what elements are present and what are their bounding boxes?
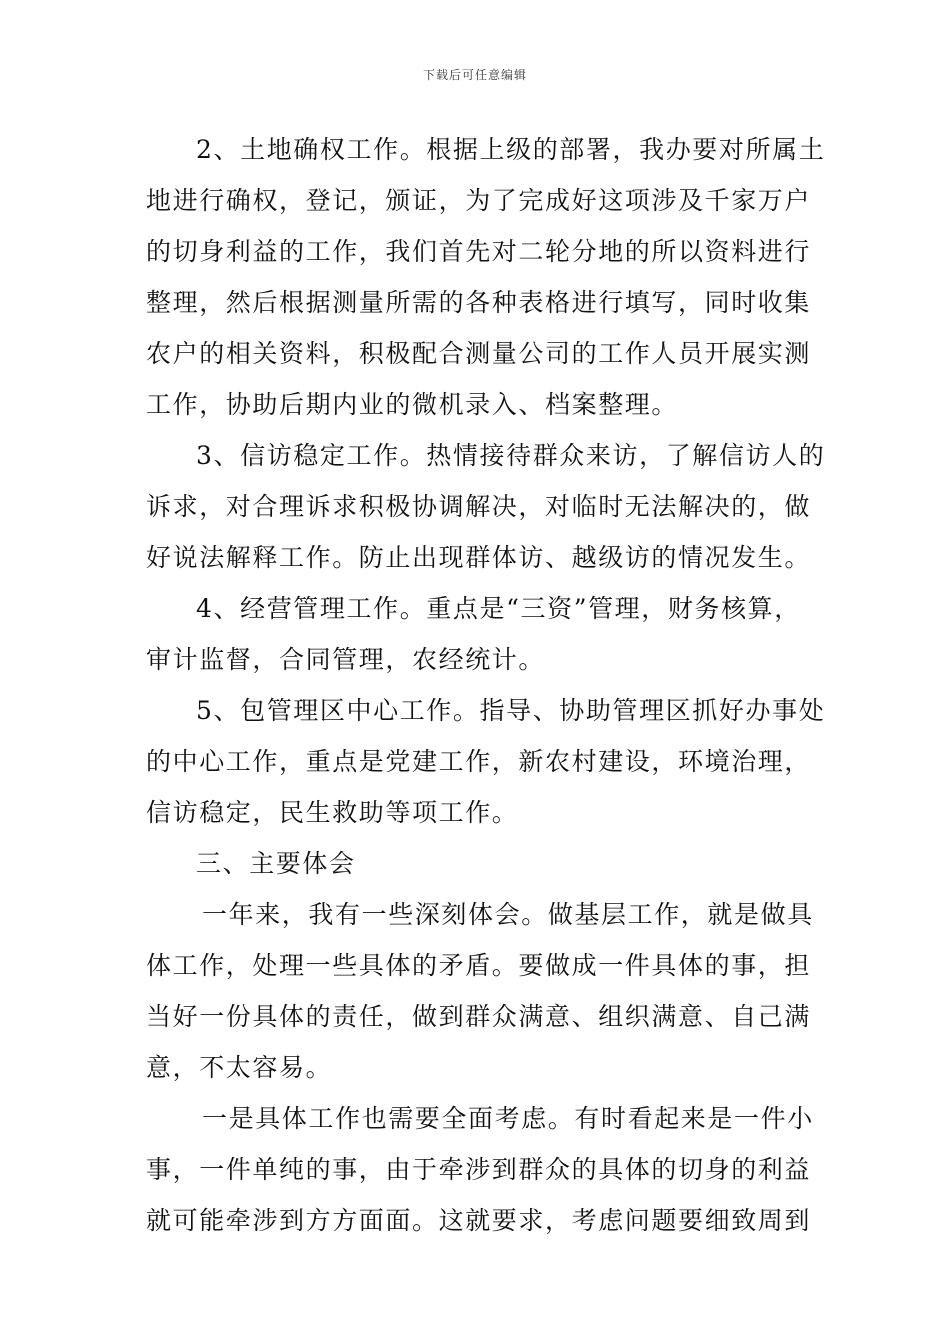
- paragraph-line: 地进行确权，登记，颁证，为了完成好这项涉及千家万户: [146, 186, 812, 215]
- paragraph-line: 诉求，对合理诉求积极协调解决，对临时无法解决的，做: [146, 492, 812, 521]
- paragraph-line: 当好一份具体的责任，做到群众满意、组织满意、自己满: [146, 1002, 812, 1031]
- paragraph-line: 3、信访稳定工作。热情接待群众来访，了解信访人的: [196, 441, 826, 470]
- paragraph-line: 工作，协助后期内业的微机录入、档案整理。: [146, 390, 679, 419]
- paragraph-line: 农户的相关资料，积极配合测量公司的工作人员开展实测: [146, 339, 812, 368]
- paragraph-line: 体工作，处理一些具体的矛盾。要做成一件具体的事，担: [146, 951, 812, 980]
- paragraph-line: 一年来，我有一些深刻体会。做基层工作，就是做具: [202, 900, 814, 929]
- paragraph-line: 2、土地确权工作。根据上级的部署，我办要对所属土: [196, 135, 826, 164]
- page-header-note: 下载后可任意编辑: [422, 68, 527, 82]
- paragraph-line: 4、经营管理工作。重点是“三资”管理，财务核算，: [196, 594, 801, 623]
- paragraph-line: 信访稳定，民生救助等项工作。: [146, 798, 519, 827]
- section-heading: 三、主要体会: [196, 849, 356, 878]
- paragraph-line: 一是具体工作也需要全面考虑。有时看起来是一件小: [202, 1104, 814, 1133]
- paragraph-line: 5、包管理区中心工作。指导、协助管理区抓好办事处: [196, 696, 826, 725]
- paragraph-line: 的切身利益的工作，我们首先对二轮分地的所以资料进行: [146, 237, 812, 266]
- paragraph-line: 就可能牵涉到方方面面。这就要求，考虑问题要细致周到: [146, 1206, 812, 1235]
- document-body: [146, 128, 826, 1250]
- paragraph-line: 的中心工作，重点是党建工作，新农村建设，环境治理，: [146, 747, 812, 776]
- paragraph-line: 整理，然后根据测量所需的各种表格进行填写，同时收集: [146, 288, 812, 317]
- paragraph-line: 事，一件单纯的事，由于牵涉到群众的具体的切身的利益: [146, 1155, 812, 1184]
- paragraph-line: 好说法解释工作。防止出现群体访、越级访的情况发生。: [146, 543, 812, 572]
- paragraph-line: 意，不太容易。: [146, 1053, 333, 1082]
- paragraph-line: 审计监督，合同管理，农经统计。: [146, 645, 546, 674]
